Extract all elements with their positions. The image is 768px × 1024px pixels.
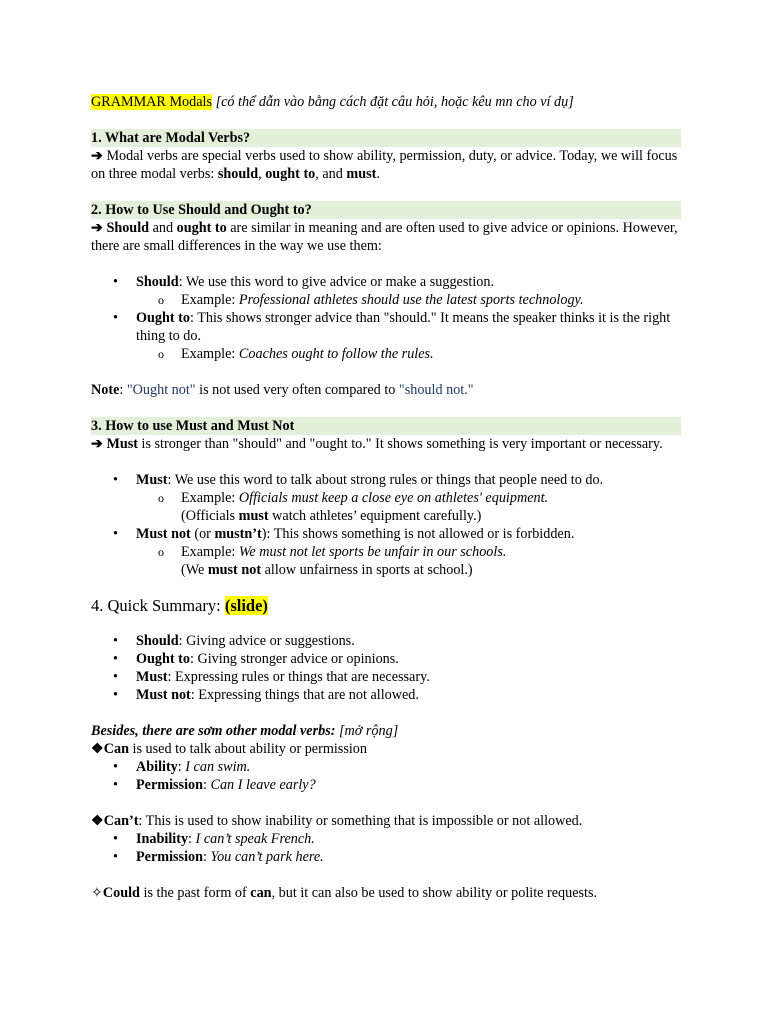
cant-line: ❖Can’t: This is used to show inability or something that is impossible or not allowed. xyxy=(91,813,583,829)
list-item: • Must: Expressing rules or things that are necessary. xyxy=(113,669,430,685)
s1-text: ➔ Modal verbs are special verbs used to show ability, permission, duty, or advice. Today, we will focus on three modal verbs: should, ought to, and must. xyxy=(91,148,678,182)
right-arrow-icon: ➔ xyxy=(91,220,103,236)
list-item: • Must not (or mustn’t): This shows something is not allowed or is forbidden. o Example: We must not let sports be unfair in our schools. (We must not allow unfairness in sports at school.) xyxy=(91,525,681,579)
list-item: • Should: We use this word to give advice or make a suggestion. o Example: Professional athletes should use the latest sports technology. xyxy=(91,273,681,309)
bullet-icon: • xyxy=(113,687,118,703)
section-heading-3: 3. How to use Must and Must Not xyxy=(91,417,681,435)
diamond-icon: ❖ xyxy=(91,741,104,757)
diamond-icon: ❖ xyxy=(91,813,104,829)
note: Note: "Ought not" is not used very often compared to "should not." xyxy=(91,382,474,398)
bullet-icon: • xyxy=(113,759,118,775)
bullet-icon: • xyxy=(113,274,118,290)
example-item: o Example: Coaches ought to follow the rules. xyxy=(158,346,434,362)
bullet-icon: • xyxy=(113,633,118,649)
bullet-icon: • xyxy=(113,849,118,865)
title-line xyxy=(91,93,681,111)
document-content xyxy=(91,93,681,902)
list-item: • Permission: Can I leave early? xyxy=(113,777,316,793)
list-item: • Must not: Expressing things that are not allowed. xyxy=(113,687,419,703)
could-line: ✧Could is the past form of can, but it can also be used to show ability or polite requests. xyxy=(91,885,598,901)
circle-bullet-icon: o xyxy=(158,347,164,361)
can-list xyxy=(91,758,681,794)
bullet-icon: • xyxy=(113,651,118,667)
title: GRAMMAR Modals xyxy=(91,94,213,110)
right-arrow-icon: ➔ xyxy=(91,148,103,164)
bullet-icon: • xyxy=(113,310,118,326)
bullet-icon: • xyxy=(113,526,118,542)
example-item: o Example: Officials must keep a close eye on athletes' equipment. xyxy=(158,490,549,506)
four-diamond-icon: ✧ xyxy=(91,885,103,901)
list-item: • Should: Giving advice or suggestions. xyxy=(113,633,355,649)
list-item: • Must: We use this word to talk about strong rules or things that people need to do. o Example: Officials must keep a close eye on athletes' equipment. (Officials must watch athletes’ equipment carefully.) xyxy=(91,471,681,525)
can-line: ❖Can is used to talk about ability or permission xyxy=(91,741,367,757)
should-list xyxy=(91,273,681,363)
title-note: [có thể dẫn vào bằng cách đặt câu hỏi, hoặc kêu mn cho ví dụ] xyxy=(215,94,574,110)
section-heading-1: 1. What are Modal Verbs? xyxy=(91,129,681,147)
summary-heading: 4. Quick Summary: (slide) xyxy=(91,596,268,615)
list-item: • Ought to: Giving stronger advice or opinions. xyxy=(113,651,399,667)
list-item: • Ought to: This shows stronger advice than "should." It means the speaker thinks it is the right thing to do. o Example: Coaches ought to follow the rules. xyxy=(91,309,681,363)
besides-line: Besides, there are sơm other modal verbs: [mở rộng] xyxy=(91,723,399,739)
list-item: • Inability: I can’t speak French. xyxy=(113,831,315,847)
must-list xyxy=(91,471,681,579)
example-explanation: (Officials must watch athletes’ equipment carefully.) xyxy=(181,508,482,524)
bullet-icon: • xyxy=(113,669,118,685)
right-arrow-icon: ➔ xyxy=(91,436,103,452)
section-heading-2: 2. How to Use Should and Ought to? xyxy=(91,201,681,219)
cant-list xyxy=(91,830,681,866)
bullet-icon: • xyxy=(113,777,118,793)
circle-bullet-icon: o xyxy=(158,491,164,505)
bullet-icon: • xyxy=(113,831,118,847)
example-explanation: (We must not allow unfairness in sports at school.) xyxy=(181,562,473,578)
s3-text: ➔ Must is stronger than "should" and "ought to." It shows something is very important or necessary. xyxy=(91,436,663,452)
example-item: o Example: We must not let sports be unfair in our schools. xyxy=(158,544,507,560)
s2-text: ➔ Should and ought to are similar in meaning and are often used to give advice or opinions. However, there are small differences in the way we use them: xyxy=(91,220,678,254)
example-item: o Example: Professional athletes should use the latest sports technology. xyxy=(158,292,584,308)
list-item: • Permission: You can’t park here. xyxy=(113,849,324,865)
circle-bullet-icon: o xyxy=(158,545,164,559)
list-item: • Ability: I can swim. xyxy=(113,759,251,775)
bullet-icon: • xyxy=(113,472,118,488)
circle-bullet-icon: o xyxy=(158,293,164,307)
summary-list xyxy=(91,632,681,704)
